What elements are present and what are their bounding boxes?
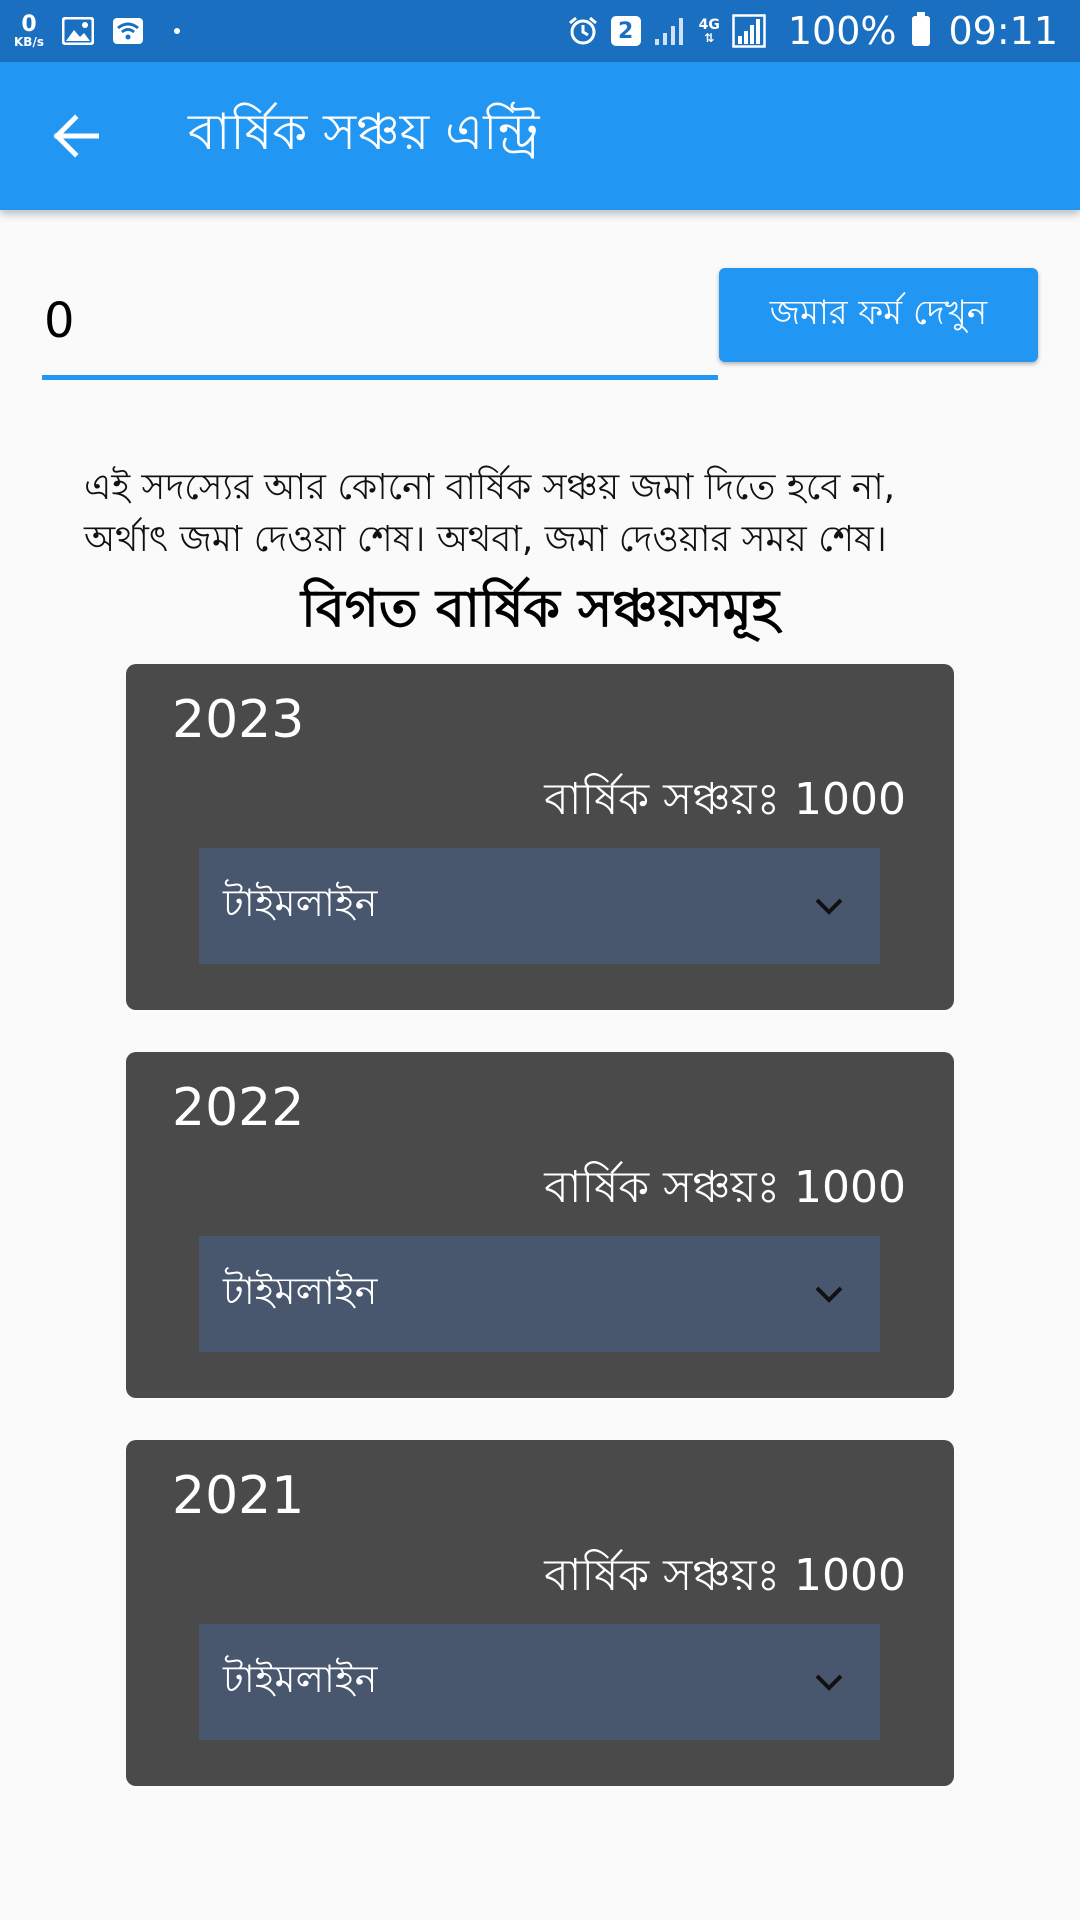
- network-type: [699, 18, 720, 44]
- chevron-down-icon: [814, 1285, 844, 1303]
- completion-message-line-2: অর্থাৎ জমা দেওয়া শেষ। অথবা, জমা দেওয়ার সময় শেষ।: [84, 519, 887, 560]
- savings-year: 2022: [172, 1078, 305, 1138]
- network-type-label: 4G: [698, 17, 720, 33]
- timeline-label: টাইমলাইন: [223, 1657, 378, 1701]
- completion-message-line-1: এই সদস্যের আর কোনো বার্ষিক সঞ্চয় জমা দিতে হবে না,: [84, 467, 896, 508]
- timeline-expander[interactable]: [199, 848, 880, 964]
- amount-entry-row: [42, 266, 1038, 386]
- savings-amount: বার্ষিক সঞ্চয়ঃ 1000: [544, 1162, 906, 1213]
- view-deposit-form-button[interactable]: জমার ফর্ম দেখুন: [719, 268, 1038, 362]
- amount-input[interactable]: [42, 266, 718, 380]
- savings-year: 2021: [172, 1466, 305, 1526]
- status-bar: [0, 0, 1080, 62]
- battery-percent: 100%: [787, 9, 897, 53]
- clock: 09:11: [948, 9, 1058, 53]
- chevron-down-icon: [814, 897, 844, 915]
- timeline-label: টাইমলাইন: [223, 881, 378, 925]
- timeline-label: টাইমলাইন: [223, 1269, 378, 1313]
- savings-amount: বার্ষিক সঞ্চয়ঃ 1000: [544, 774, 906, 825]
- network-speed: [14, 14, 44, 48]
- savings-card: [126, 1052, 954, 1398]
- savings-card: [126, 664, 954, 1010]
- chevron-down-icon: [814, 1673, 844, 1691]
- data-arrows-icon: ⇅: [704, 31, 715, 45]
- page-title: বার্ষিক সঞ্চয় এন্ট্রি: [188, 102, 540, 161]
- battery-icon: [912, 16, 930, 46]
- alarm-icon: [567, 15, 599, 47]
- arrow-back-icon: [51, 114, 99, 158]
- signal-icon: [653, 15, 687, 47]
- savings-card: [126, 1440, 954, 1786]
- savings-amount: বার্ষিক সঞ্চয়ঃ 1000: [544, 1550, 906, 1601]
- notification-dot-icon: [174, 28, 180, 34]
- savings-year: 2023: [172, 690, 305, 750]
- completion-message: [84, 462, 1004, 566]
- timeline-expander[interactable]: [199, 1624, 880, 1740]
- previous-savings-title: বিগত বার্ষিক সঞ্চয়সমূহ: [300, 579, 780, 639]
- network-speed-unit: KB/s: [14, 35, 44, 49]
- network-speed-value: 0: [21, 12, 37, 37]
- wifi-icon: [112, 17, 144, 45]
- back-button[interactable]: [0, 62, 150, 210]
- savings-list: [126, 664, 954, 1828]
- signal-box-icon: [732, 14, 766, 48]
- gallery-icon: [62, 17, 94, 45]
- sim-badge: 2: [611, 16, 641, 46]
- timeline-expander[interactable]: [199, 1236, 880, 1352]
- app-bar: [0, 62, 1080, 210]
